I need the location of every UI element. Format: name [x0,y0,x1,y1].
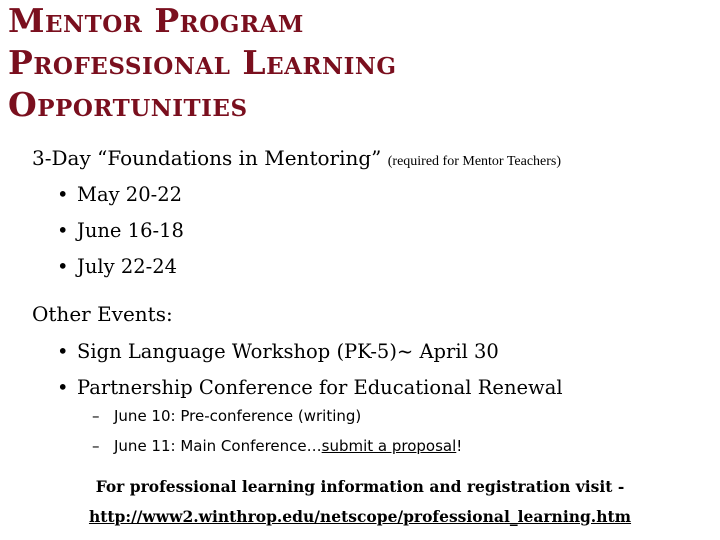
list-item: – June 10: Pre-conference (writing) [92,401,462,431]
footer-text: For professional learning information and registration visit - [95,477,625,496]
professional-learning-link[interactable]: http://www2.winthrop.edu/netscope/professional_learning.htm [88,507,632,526]
foundations-dates-list [57,177,184,285]
foundations-heading-row [32,146,561,170]
footer [0,472,720,532]
foundations-note: (required for Mentor Teachers) [387,154,562,169]
other-events-heading: Other Events: [32,302,173,326]
list-item: • Partnership Conference for Educational Renewal [57,370,563,406]
page-title [8,0,397,126]
conference-sublist [92,401,462,461]
other-events-list [57,334,563,406]
foundations-heading: 3-Day “Foundations in Mentoring” [32,146,382,170]
title-line-1: Mentor Program [8,1,304,40]
list-item: • July 22-24 [57,249,184,285]
main-conference-text: June 11: Main Conference… [114,437,322,455]
submit-proposal-link[interactable]: submit a proposal [321,437,457,455]
title-line-3: Opportunities [8,85,248,124]
list-item: • June 16-18 [57,213,184,249]
list-item [92,431,462,461]
main-conference-suffix: ! [456,437,463,455]
list-item: • May 20-22 [57,177,184,213]
title-line-2: Professional Learning [8,43,397,82]
list-item: • Sign Language Workshop (PK-5)~ April 30 [57,334,563,370]
